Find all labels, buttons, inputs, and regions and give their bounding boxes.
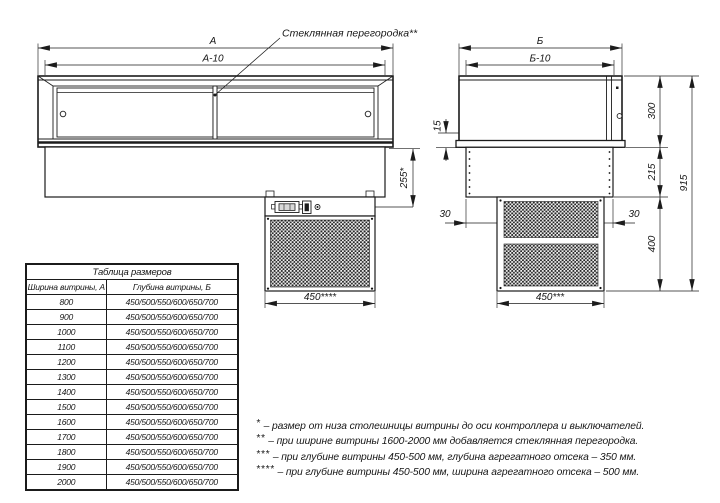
door-handle-icon	[617, 114, 622, 119]
depth-values: 450/500/550/600/650/700	[106, 370, 238, 385]
table-row	[26, 430, 238, 445]
dim-label-300: 300	[647, 102, 658, 120]
footnotes	[256, 419, 718, 481]
depth-values: 450/500/550/600/650/700	[106, 340, 238, 355]
dim-label-30-right: 30	[628, 209, 640, 220]
note-line	[256, 419, 718, 434]
dim-label-a10: А-10	[202, 53, 224, 65]
table-row	[26, 295, 238, 310]
depth-values: 450/500/550/600/650/700	[106, 355, 238, 370]
note-marker: **	[256, 433, 266, 445]
note-line	[256, 434, 718, 449]
width-value: 1700	[26, 430, 106, 445]
width-value: 1100	[26, 340, 106, 355]
dim-label-450-front: 450****	[303, 292, 337, 303]
dim-label-15: 15	[432, 120, 444, 132]
table-row	[26, 445, 238, 460]
dim-label-b: Б	[536, 36, 544, 47]
size-table	[25, 263, 239, 491]
table-row	[26, 475, 238, 491]
perforated-panel	[271, 220, 370, 287]
table-title-row	[26, 264, 238, 280]
table-row	[26, 325, 238, 340]
door-handle-icon	[365, 111, 371, 117]
indicator-lamp	[315, 205, 320, 210]
note-text: – при глубине витрины 450-500 мм, глубина агрегатного отсека – 350 мм.	[272, 451, 637, 463]
width-value: 2000	[26, 475, 106, 491]
dim-label-a: А	[209, 36, 217, 47]
door-handle-icon	[60, 111, 66, 117]
table-row	[26, 415, 238, 430]
width-value: 1500	[26, 400, 106, 415]
note-text: – при ширине витрины 1600-2000 мм добавляется стеклянная перегородка.	[268, 436, 639, 448]
dim-label-400: 400	[647, 235, 658, 253]
table-row	[26, 400, 238, 415]
front-body	[45, 147, 385, 197]
dim-label-915: 915	[679, 174, 690, 192]
table-row	[26, 355, 238, 370]
table-row	[26, 340, 238, 355]
table-row	[26, 310, 238, 325]
dim-label-215: 215	[647, 163, 658, 181]
width-value: 1400	[26, 385, 106, 400]
depth-values: 450/500/550/600/650/700	[106, 325, 238, 340]
table-col-width: Ширина витрины, А	[26, 280, 106, 295]
width-value: 900	[26, 310, 106, 325]
width-value: 1900	[26, 460, 106, 475]
note-text: – при глубине витрины 450-500 мм, ширина агрегатного отсека – 500 мм.	[277, 467, 640, 479]
note-text: – размер от низа столешницы витрины до оси контроллера и выключателей.	[263, 421, 645, 432]
table-body	[26, 295, 238, 491]
width-value: 1200	[26, 355, 106, 370]
note-marker: *	[256, 418, 261, 429]
note-line	[256, 450, 718, 465]
depth-values: 450/500/550/600/650/700	[106, 430, 238, 445]
side-view	[433, 36, 700, 308]
dim-label-30-left: 30	[439, 209, 451, 220]
note-marker: ****	[256, 464, 275, 476]
table-row	[26, 460, 238, 475]
table-header-row	[26, 280, 238, 295]
depth-values: 450/500/550/600/650/700	[106, 385, 238, 400]
dim-label-255: 255*	[399, 167, 410, 189]
width-value: 1300	[26, 370, 106, 385]
width-value: 1000	[26, 325, 106, 340]
table-row	[26, 370, 238, 385]
dim-label-450-side: 450***	[535, 292, 565, 303]
dim-label-b10: Б-10	[529, 53, 551, 65]
depth-values: 450/500/550/600/650/700	[106, 415, 238, 430]
side-machinery-unit	[497, 197, 604, 291]
note-marker: ***	[256, 448, 270, 460]
depth-values: 450/500/550/600/650/700	[106, 400, 238, 415]
side-countertop	[456, 76, 625, 147]
depth-values: 450/500/550/600/650/700	[106, 460, 238, 475]
note-line	[256, 465, 718, 480]
side-body	[466, 147, 613, 197]
table-col-depth: Глубина витрины, Б	[106, 280, 238, 295]
depth-values: 450/500/550/600/650/700	[106, 445, 238, 460]
depth-values: 450/500/550/600/650/700	[106, 475, 238, 491]
depth-values: 450/500/550/600/650/700	[106, 295, 238, 310]
table-row	[26, 385, 238, 400]
perforated-panel	[504, 202, 598, 238]
table-title: Таблица размеров	[26, 264, 238, 280]
partition-callout: Стеклянная перегородка**	[282, 27, 418, 40]
front-machinery-unit	[265, 191, 375, 291]
width-value: 1600	[26, 415, 106, 430]
width-value: 1800	[26, 445, 106, 460]
depth-values: 450/500/550/600/650/700	[106, 310, 238, 325]
perforated-panel	[504, 244, 598, 286]
width-value: 800	[26, 295, 106, 310]
